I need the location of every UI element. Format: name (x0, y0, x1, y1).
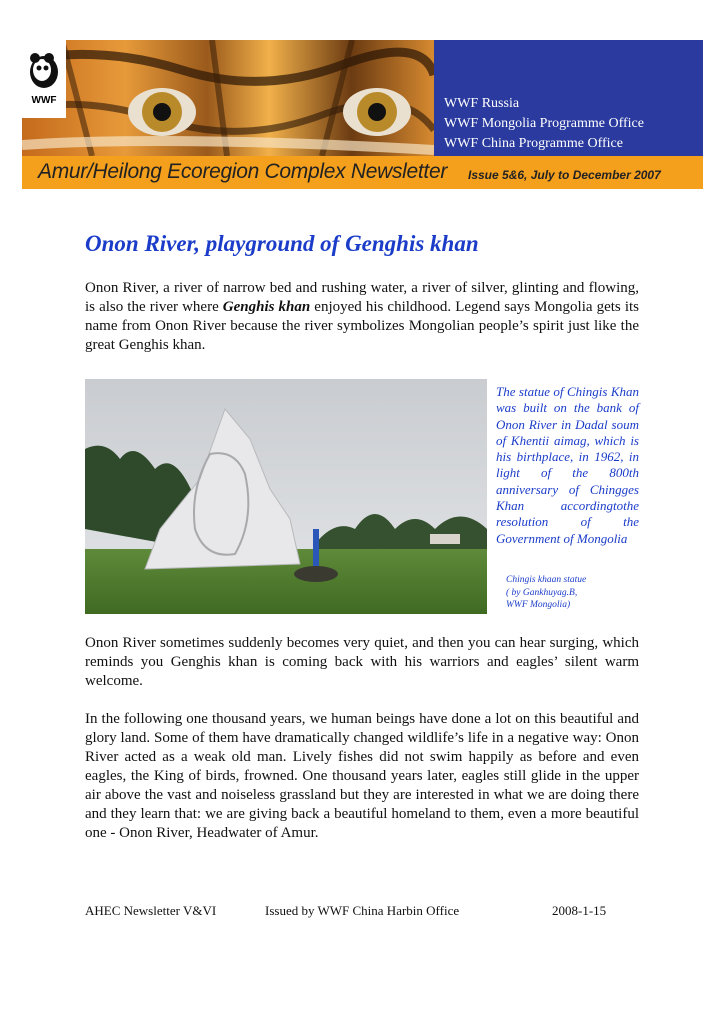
footer-issuer: Issued by WWF China Harbin Office (265, 903, 460, 918)
statue-photo (85, 379, 487, 614)
body-paragraph-3: In the following one thousand years, we human beings have done a lot on this beautiful and glory land. Some of them have dramatically changed wildlife’s life in a negative way: Onon River acted as a weak old man. Lively fishes did not swim happily as before and even eagles, the King of birds, frowned. One thousand years later, eagles still glide in the upper air above the vast and noiseless grassland but they are interested in what we are doing there and they learn that: we are giving back a beautiful homeland to them, even a more beautiful one - Onon River, Headwater of Amur. (85, 711, 639, 841)
credit-line: ( by Gankhuyag.B, (506, 587, 578, 598)
newsletter-title: Amur/Heilong Ecoregion Complex Newsletter (38, 160, 448, 183)
intro-text-end: enjoyed his childhood. Legend says Mongolia gets its name from Onon River because the river symbolizes Mongolian people’s spirit just like the great Genghis khan. (85, 299, 639, 353)
issue-label: Issue 5&6, July to December 2007 (468, 168, 661, 182)
office-item: WWF China Programme Office (444, 136, 623, 151)
photo-credit (506, 574, 646, 612)
panda-icon (22, 40, 66, 96)
tiger-eyes-image (22, 40, 434, 156)
intro-paragraph (85, 279, 639, 355)
office-list (444, 94, 704, 154)
footer-newsletter-name: AHEC Newsletter V&VI (85, 903, 217, 918)
header-tiger-banner (22, 40, 434, 156)
wwf-logo-text: WWF (31, 95, 57, 106)
footer-date: 2008-1-15 (552, 903, 607, 918)
credit-line: WWF Mongolia) (506, 600, 571, 610)
wwf-panda-logo (22, 40, 66, 118)
genghis-khan-emphasis: Genghis khan (222, 299, 311, 315)
photo-caption: The statue of Chingis Khan was built on the bank of Onon River in Dadal soum of Khentii aimag, which is his birthplace, in 1962, in light of the 800th anniversary of Chingges Khan accordingtothe resolution of the Government of Mongolia (496, 384, 639, 546)
chingis-statue-image (85, 379, 487, 614)
credit-line: Chingis khaan statue (506, 575, 587, 585)
office-item: WWF Mongolia Programme Office (444, 116, 644, 131)
body-paragraph-2: Onon River sometimes suddenly becomes very quiet, and then you can hear surging, which reminds you Genghis khan is coming back with his warriors and eagles’ silent warm welcome. (85, 635, 639, 689)
office-item: WWF Russia (444, 96, 520, 111)
article-title: Onon River, playground of Genghis khan (85, 231, 479, 256)
intro-text-start: Onon River, a river of narrow bed and rushing water, a river of silver, glinting and flowing, is also the river where (85, 280, 639, 315)
